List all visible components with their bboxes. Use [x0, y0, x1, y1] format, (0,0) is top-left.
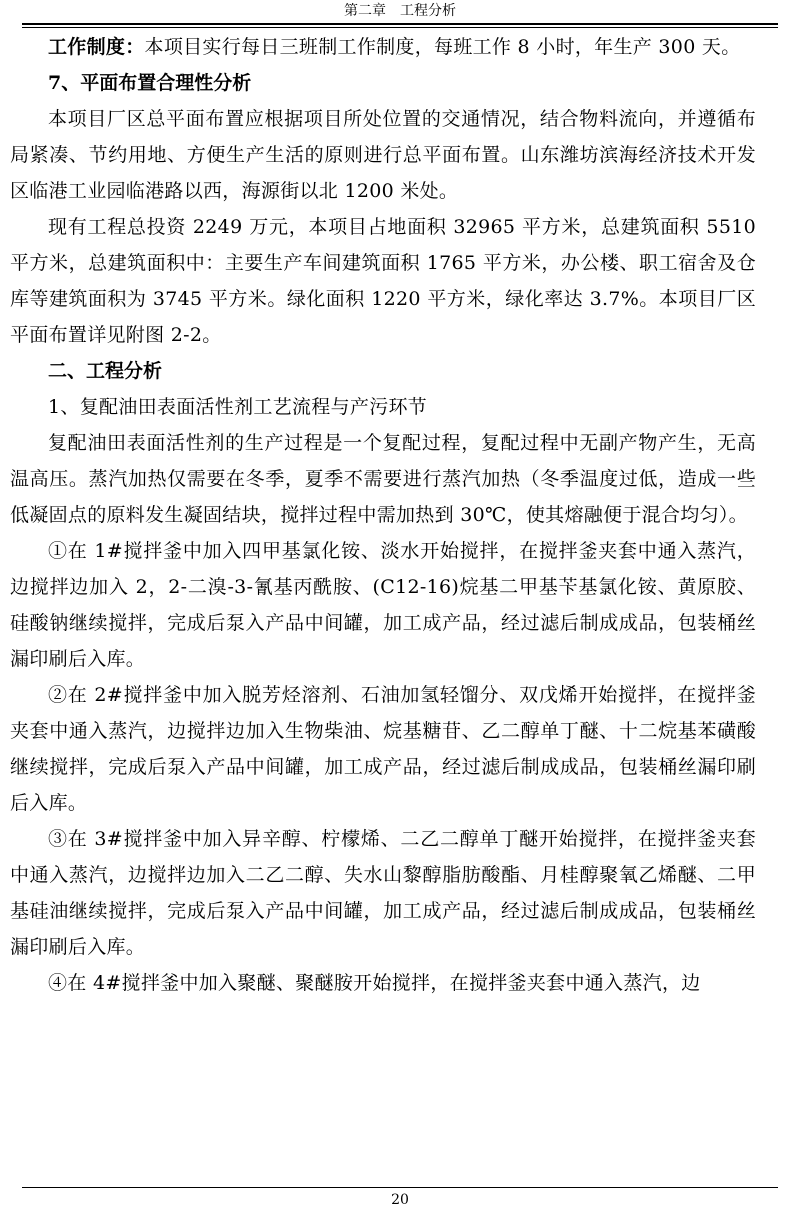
running-header: 第二章 工程分析	[344, 3, 456, 19]
step-2-paragraph: ②在 2#搅拌釜中加入脱芳烃溶剂、石油加氢轻馏分、双戊烯开始搅拌，在搅拌釜夹套中通入蒸汽，边搅拌边加入生物柴油、烷基糖苷、乙二醇单丁醚、十二烷基苯磺酸继续搅拌，完成后泵入产品中间罐，加工成产品，经过滤后制成成品，包装桶丝漏印刷后入库。	[10, 684, 756, 814]
section-heading-engineering: 二、工程分析	[48, 360, 163, 382]
work-schedule-text: 本项目实行每日三班制工作制度，每班工作 8 小时，年生产 300 天。	[144, 36, 741, 58]
work-schedule-paragraph	[10, 29, 756, 65]
subsection-heading-process: 1、复配油田表面活性剂工艺流程与产污环节	[48, 396, 428, 418]
process-overview-paragraph: 复配油田表面活性剂的生产过程是一个复配过程，复配过程中无副产物产生，无高温高压。蒸汽加热仅需要在冬季，夏季不需要进行蒸汽加热（冬季温度过低，造成一些低凝固点的原料发生凝固结块，搅拌过程中需加热到 30℃，使其熔融便于混合均匀）。	[10, 432, 756, 526]
layout-paragraph: 本项目厂区总平面布置应根据项目所处位置的交通情况，结合物料流向，并遵循布局紧凑、节约用地、方便生产生活的原则进行总平面布置。山东潍坊滨海经济技术开发区临港工业园临港路以西，海源街以北 1200 米处。	[10, 108, 756, 202]
work-schedule-label: 工作制度：	[48, 36, 145, 58]
step-1-paragraph: ①在 1#搅拌釜中加入四甲基氯化铵、淡水开始搅拌，在搅拌釜夹套中通入蒸汽，边搅拌边加入 2，2-二溴-3-氰基丙酰胺、(C12-16)烷基二甲基苄基氯化铵、黄原胶、硅酸钠继续搅拌，完成后泵入产品中间罐，加工成产品，经过滤后制成成品，包装桶丝漏印刷后入库。	[10, 540, 756, 670]
footer-rule	[22, 1187, 778, 1188]
section-heading-layout: 7、平面布置合理性分析	[48, 72, 252, 94]
header-rule	[22, 23, 778, 25]
step-4-paragraph: ④在 4#搅拌釜中加入聚醚、聚醚胺开始搅拌，在搅拌釜夹套中通入蒸汽，边	[48, 972, 701, 994]
header-rule-thin	[22, 27, 778, 28]
investment-paragraph: 现有工程总投资 2249 万元，本项目占地面积 32965 平方米，总建筑面积 5510 平方米，总建筑面积中：主要生产车间建筑面积 1765 平方米，办公楼、职工宿舍及仓库等建筑面积为 3745 平方米。绿化面积 1220 平方米，绿化率达 3.7%。本项目厂区平面布置详见附图 2-2。	[10, 216, 756, 346]
step-3-paragraph: ③在 3#搅拌釜中加入异辛醇、柠檬烯、二乙二醇单丁醚开始搅拌，在搅拌釜夹套中通入蒸汽，边搅拌边加入二乙二醇、失水山黎醇脂肪酸酯、月桂醇聚氧乙烯醚、二甲基硅油继续搅拌，完成后泵入产品中间罐，加工成产品，经过滤后制成成品，包装桶丝漏印刷后入库。	[10, 828, 756, 958]
page-number: 20	[391, 1192, 409, 1208]
page-body	[10, 29, 756, 1001]
